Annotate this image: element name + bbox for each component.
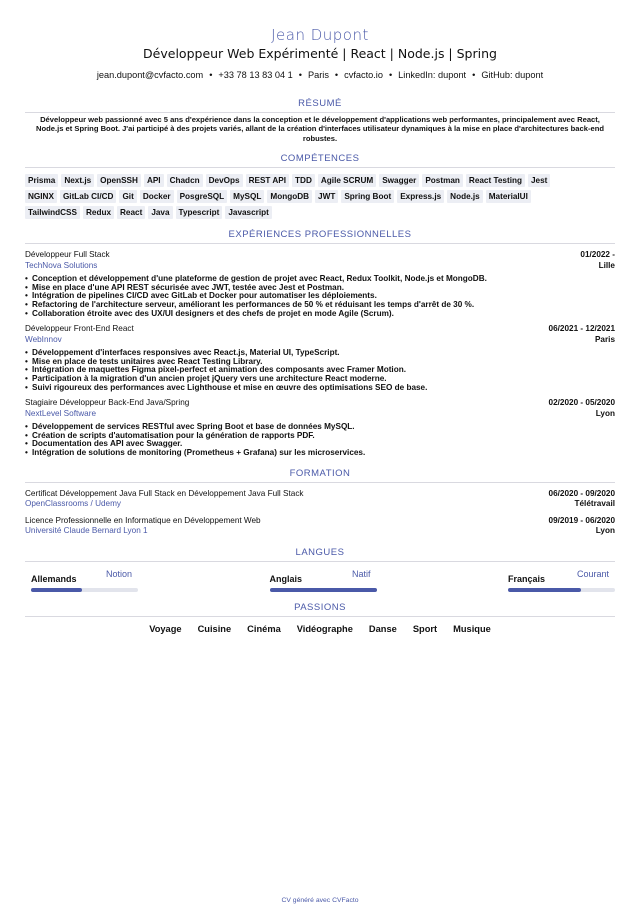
skill-tag: OpenSSH (97, 174, 141, 187)
skill-tag: MySQL (230, 190, 264, 203)
hobby-item: Cuisine (197, 623, 232, 634)
section-title-skills: COMPÉTENCES (280, 153, 360, 165)
skill-tag: TDD (292, 174, 315, 187)
language-item (25, 568, 138, 592)
skill-tag: NGINX (25, 190, 57, 203)
skill-tag: Java (148, 206, 172, 219)
contact-separator: • (298, 70, 302, 80)
skill-tag: MaterialUI (486, 190, 531, 203)
job-bullet: • Participation à la migration d'un ancien projet jQuery vers une architecture React moderne. (25, 375, 615, 384)
hobby-item: Cinéma (247, 623, 281, 634)
entry-header-row (25, 398, 615, 409)
entry-header-row (25, 324, 615, 335)
languages-list (0, 568, 640, 592)
job-bullet: • Suivi rigoureux des performances avec Lighthouse et mise en œuvre des optimisations SEO de base. (25, 384, 615, 393)
contact-item: +33 78 13 83 04 1 (218, 70, 293, 80)
education-entry (0, 489, 640, 510)
entry-header-row (25, 489, 615, 500)
skill-tag: Swagger (379, 174, 419, 187)
contact-item: cvfacto.io (344, 70, 383, 80)
entry-subheader-row (25, 261, 615, 272)
skill-tag: Express.js (397, 190, 444, 203)
job-dates: 02/2020 - 05/2020 (548, 398, 615, 408)
skill-tag: Docker (140, 190, 174, 203)
job-dates: 01/2022 - (580, 250, 615, 260)
skill-tag: React (117, 206, 145, 219)
experience-list (0, 250, 640, 457)
contact-separator: • (209, 70, 213, 80)
language-level-fill (31, 588, 82, 592)
skill-tag: Postman (422, 174, 463, 187)
education-dates: 06/2020 - 09/2020 (548, 488, 615, 498)
job-position: Développeur Full Stack (25, 250, 110, 260)
cv-header (0, 0, 640, 81)
skill-tag: Next.js (61, 174, 94, 187)
language-item (502, 568, 615, 592)
school-name: Université Claude Bernard Lyon 1 (25, 526, 148, 536)
candidate-name: Jean Dupont (271, 26, 369, 44)
section-title-hobbies: PASSIONS (294, 601, 346, 613)
contact-item: LinkedIn: dupont (398, 70, 467, 80)
job-bullets (25, 423, 615, 457)
entry-header-row (25, 516, 615, 527)
summary-text: Développeur web passionné avec 5 ans d'expérience dans la conception et le développement d'applications web performantes, principalement avec React, Node.js et Spring Boot. J'ai participé à des projets variés, allant de la création d'interfaces utilisateur dynamiques à la mise en place d'architectures back-end robustes. (36, 115, 604, 143)
job-position: Développeur Front-End React (25, 324, 134, 334)
job-position: Stagiaire Développeur Back-End Java/Spring (25, 398, 190, 408)
job-bullet: • Développement de services RESTful avec Spring Boot et base de données MySQL. (25, 423, 615, 432)
skill-tag: Jest (528, 174, 550, 187)
company-name: WebInnov (25, 334, 62, 344)
job-bullets (25, 349, 615, 392)
skill-tag: JWT (315, 190, 338, 203)
job-location: Lille (598, 260, 615, 270)
job-location: Lyon (595, 408, 615, 418)
entry-subheader-row (25, 526, 615, 537)
experience-entry (0, 324, 640, 392)
section-title-languages: LANGUES (295, 546, 345, 558)
language-level: Courant (576, 568, 609, 579)
entry-subheader-row (25, 335, 615, 346)
entry-subheader-row (25, 409, 615, 420)
job-bullet: • Refactoring de l'architecture serveur, améliorant les performances de 50 % et réduisant les temps d'arrêt de 30 %. (25, 301, 615, 310)
skill-tag: DevOps (206, 174, 243, 187)
experience-entry (0, 250, 640, 318)
job-bullet: • Création de scripts d'automatisation pour la génération de rapports PDF. (25, 432, 615, 441)
skills-list (0, 168, 600, 219)
skill-tag: Node.js (447, 190, 483, 203)
job-bullet: • Intégration de pipelines CI/CD avec GitLab et Docker pour automatiser les déploiements. (25, 292, 615, 301)
section-title-education: FORMATION (289, 467, 351, 479)
company-name: NextLevel Software (25, 408, 96, 418)
job-bullet: • Mise en place d'une API REST sécurisée avec JWT, testée avec Jest et Postman. (25, 284, 615, 293)
job-bullet: • Intégration de maquettes Figma pixel-perfect et animation des composants avec Framer Motion. (25, 366, 615, 375)
skill-tag: PosgreSQL (177, 190, 228, 203)
skill-tag: MongoDB (267, 190, 312, 203)
education-dates: 09/2019 - 06/2020 (548, 515, 615, 525)
section-divider (25, 243, 615, 244)
job-bullet: • Intégration de solutions de monitoring (Prometheus + Grafana) sur les microservices. (25, 449, 615, 458)
language-level: Notion (105, 568, 132, 579)
education-entry (0, 516, 640, 537)
skill-tag: TailwindCSS (25, 206, 80, 219)
degree-title: Licence Professionnelle en Informatique en Développement Web (25, 515, 261, 525)
hobby-item: Danse (368, 623, 397, 634)
degree-title: Certificat Développement Java Full Stack en Développement Java Full Stack (25, 488, 304, 498)
contact-line (0, 69, 640, 81)
skill-tag: React Testing (466, 174, 525, 187)
skill-tag: Agile SCRUM (318, 174, 376, 187)
section-title-summary: RÉSUMÉ (298, 98, 342, 109)
job-bullet: • Mise en place de tests unitaires avec React Testing Library. (25, 358, 615, 367)
skill-tag: Chadcn (167, 174, 203, 187)
language-level-track (31, 588, 138, 592)
hobby-item: Voyage (149, 623, 182, 634)
job-bullet: • Conception et développement d'une plateforme de gestion de projet avec React, Redux Toolkit, Node.js et MongoDB. (25, 275, 615, 284)
language-name: Allemands (31, 573, 77, 584)
skill-tag: REST API (246, 174, 289, 187)
company-name: TechNova Solutions (25, 260, 98, 270)
skill-tag: Spring Boot (341, 190, 394, 203)
language-level-fill (270, 588, 377, 592)
language-level-track (508, 588, 615, 592)
skill-tag: Git (119, 190, 136, 203)
entry-subheader-row (25, 499, 615, 510)
experience-entry (0, 398, 640, 457)
education-list (0, 489, 640, 537)
job-location: Paris (594, 334, 615, 344)
section-divider (25, 561, 615, 562)
hobby-item: Musique (453, 623, 491, 634)
footer-credit: CV généré avec CVFacto (281, 897, 359, 904)
job-bullets (25, 275, 615, 318)
contact-separator: • (334, 70, 339, 80)
job-bullet: • Collaboration étroite avec des UX/UI designers et des chefs de projet en mode Agile (Scrum). (25, 310, 615, 319)
contact-item: GitHub: dupont (481, 70, 544, 80)
language-name: Français (508, 573, 546, 584)
skill-tag: Redux (83, 206, 114, 219)
school-name: OpenClassrooms / Udemy (25, 499, 122, 509)
skill-tag: GitLab CI/CD (60, 190, 117, 203)
job-dates: 06/2021 - 12/2021 (548, 324, 615, 334)
skill-tag: Typescript (176, 206, 223, 219)
hobby-item: Sport (412, 623, 438, 634)
hobby-item: Vidéographe (296, 623, 353, 634)
language-level-fill (508, 588, 581, 592)
contact-item: jean.dupont@cvfacto.com (96, 70, 204, 80)
skill-tag: Javascript (225, 206, 272, 219)
job-bullet: • Documentation des API avec Swagger. (25, 440, 615, 449)
section-title-experience: EXPÉRIENCES PROFESSIONNELLES (228, 229, 412, 241)
language-level-track (270, 588, 377, 592)
entry-header-row (25, 250, 615, 261)
section-divider (25, 482, 615, 483)
language-level: Natif (351, 568, 371, 579)
education-location: Lyon (595, 526, 615, 536)
hobbies-list (0, 624, 640, 634)
contact-separator: • (472, 70, 476, 80)
language-item (264, 568, 377, 592)
job-title: Développeur Web Expérimenté | React | Node.js | Spring (143, 46, 497, 61)
section-divider (25, 616, 615, 617)
education-location: Télétravail (574, 499, 615, 509)
contact-item: Paris (307, 70, 329, 80)
skill-tag: API (144, 174, 164, 187)
job-bullet: • Développement d'interfaces responsives avec React.js, Material UI, TypeScript. (25, 349, 615, 358)
contact-separator: • (388, 70, 393, 80)
language-name: Anglais (269, 573, 303, 584)
skill-tag: Prisma (25, 174, 58, 187)
